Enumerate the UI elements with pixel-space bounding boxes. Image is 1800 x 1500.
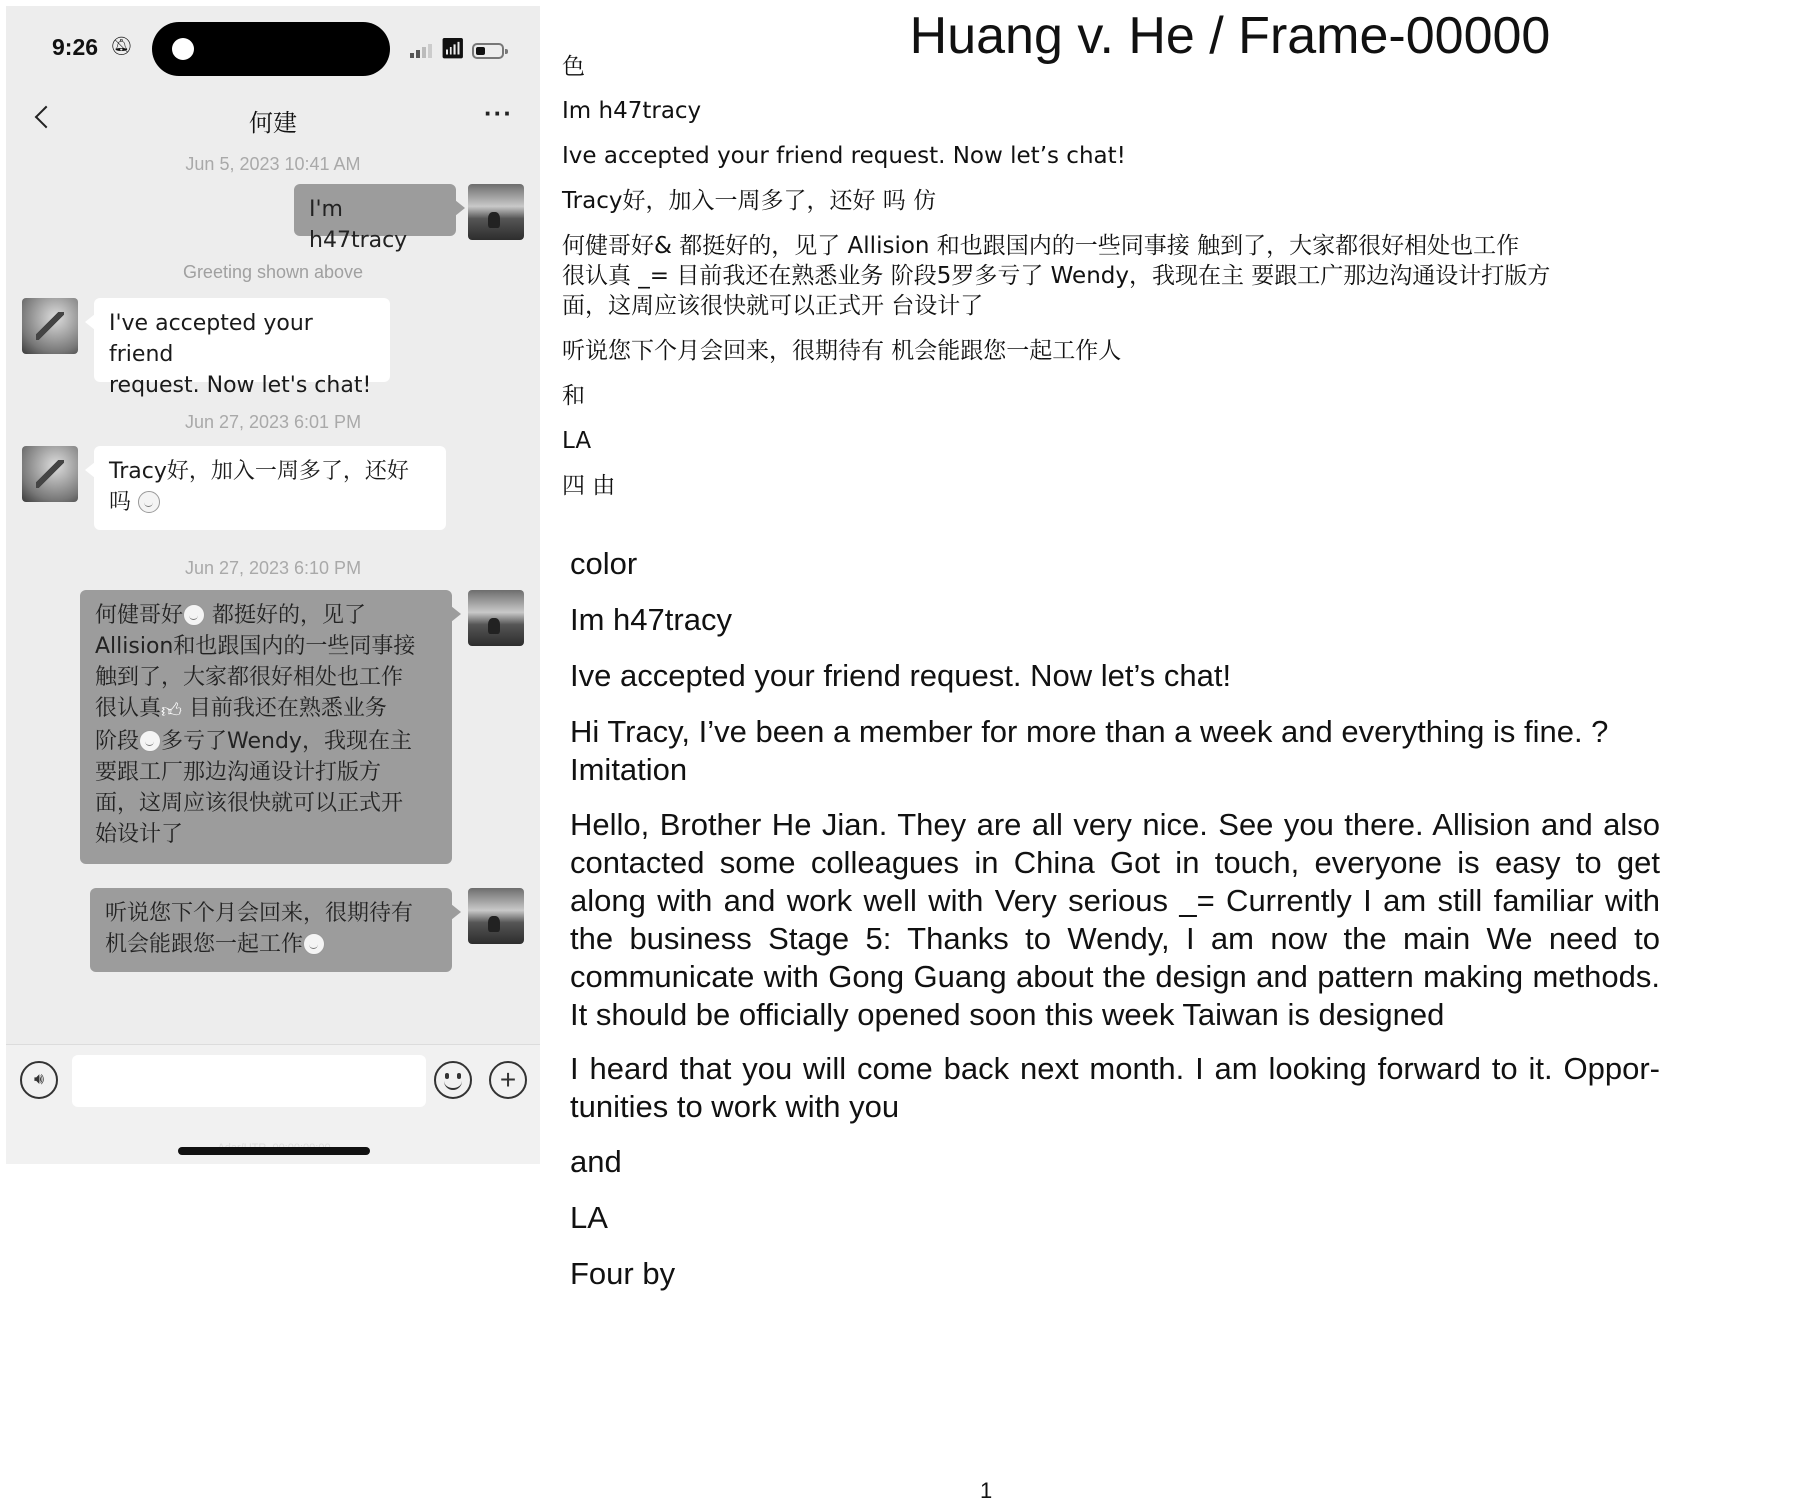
- document-title: Huang v. He / Frame-00000: [909, 7, 1551, 65]
- english-translation: Four by: [570, 1256, 676, 1291]
- status-bar: [6, 6, 540, 90]
- english-translation: and: [570, 1144, 622, 1179]
- chat-timestamp: Jun 27, 2023 6:01 PM: [184, 412, 362, 432]
- grin-emoji-icon: [139, 730, 161, 752]
- outgoing-message[interactable]: 何健哥好 都挺好的，见了 Allision和也跟国内的一些同事接 触到了，大家都很好相处也工作 很认真👍︎ 目前我还在熟悉业务 阶段 多亏了Wendy，我现在主 要跟工厂那边沟通设计打版方 面，这周应该很快就可以正式开 始设计了: [80, 590, 452, 864]
- outgoing-message[interactable]: I'm h47tracy: [294, 184, 456, 236]
- message-input[interactable]: [72, 1055, 426, 1107]
- chinese-ocr-line: Im h47tracy: [562, 98, 702, 124]
- thumbs-up-emoji-icon: 👍︎: [161, 698, 182, 722]
- message-line: I've accepted your friend: [109, 311, 313, 367]
- status-time: 9:26: [52, 34, 99, 60]
- home-indicator[interactable]: [178, 1147, 370, 1155]
- english-translation: color: [570, 546, 638, 581]
- smile-emoji-icon: [138, 491, 160, 513]
- voice-input-icon[interactable]: 🔊︎: [20, 1061, 58, 1099]
- more-options-icon[interactable]: ···: [484, 98, 513, 128]
- message-line: Tracy好，加入一周多了，还好: [109, 459, 409, 484]
- chinese-ocr-line: Ive accepted your friend request. Now let’s chat!: [562, 143, 1126, 169]
- page-number: 1: [980, 1478, 993, 1500]
- chinese-ocr-line: Tracy好，加入一周多了，还好 吗 仿: [562, 188, 937, 214]
- system-notice: Greeting shown above: [182, 262, 364, 282]
- english-translation: Hi Tracy, I’ve been a member for more than a week and everything is fine. ? Imitation: [570, 714, 1609, 787]
- chat-timestamp: Jun 27, 2023 6:10 PM: [184, 558, 362, 578]
- phone-screenshot: [6, 6, 540, 1164]
- message-line: 吗: [109, 490, 132, 515]
- my-avatar[interactable]: [468, 590, 524, 646]
- chinese-ocr-line: 何健哥好& 都挺好的，见了 Allision 和也跟国内的一些同事接 触到了，大家都很好相处也工作: [562, 233, 1520, 259]
- emoji-picker-icon[interactable]: [434, 1061, 472, 1099]
- signal-icon: [410, 42, 436, 58]
- chinese-ocr-line: 很认真 _= 目前我还在熟悉业务 阶段5罗多亏了 Wendy，我现在主 要跟工广那边沟通设计打版方: [562, 263, 1551, 289]
- chinese-ocr-line: 色: [562, 54, 585, 80]
- contact-name: 何建: [249, 109, 297, 137]
- camera-icon: [172, 38, 194, 60]
- smile-emoji-icon: [303, 933, 325, 955]
- my-avatar[interactable]: [468, 184, 524, 240]
- my-avatar[interactable]: [468, 888, 524, 944]
- message-line: request. Now let's chat!: [109, 373, 372, 398]
- incoming-message[interactable]: [94, 446, 446, 530]
- chinese-ocr-line: 四 由: [562, 473, 616, 499]
- contact-avatar[interactable]: [22, 298, 78, 354]
- battery-icon: [472, 43, 504, 59]
- outgoing-message[interactable]: 听说您下个月会回来，很期待有 机会能跟您一起工作: [90, 888, 452, 972]
- chat-nav-bar: [6, 90, 540, 146]
- add-attachment-icon[interactable]: +: [489, 1061, 527, 1099]
- chinese-ocr-line: 面，这周应该很快就可以正式开 台设计了: [562, 293, 984, 319]
- english-translation: Im h47tracy: [570, 602, 732, 637]
- chinese-ocr-line: 听说您下个月会回来，很期待有 机会能跟您一起工作人: [562, 338, 1122, 364]
- wifi-icon: 📶︎: [440, 38, 466, 60]
- chinese-ocr-line: 和: [562, 383, 585, 409]
- english-translation: Hello, Brother He Jian. They are all very nice. See you there. Allision and also contacted some colleagues in China Got in touch, everyone is easy to get along with and work well with Very serious _= Currently I am still familiar with the business Stage 5: Thanks to Wendy, I am now the main We need to communicate with Gong Guang about the design and pattern making methods. It should be officially opened soon this week Taiwan is designed: [570, 807, 1660, 1032]
- dynamic-island: [152, 22, 390, 76]
- chat-input-bar: [6, 1044, 540, 1164]
- contact-avatar[interactable]: [22, 446, 78, 502]
- english-translation: Ive accepted your friend request. Now let’s chat!: [570, 658, 1232, 693]
- bell-off-icon: 🔕︎: [110, 36, 133, 56]
- chat-message-list[interactable]: [6, 146, 540, 1044]
- english-translation: I heard that you will come back next month. I am looking forward to it. Oppor- tunities to work with you: [570, 1051, 1660, 1124]
- chat-timestamp: Jun 5, 2023 10:41 AM: [185, 154, 361, 174]
- incoming-message[interactable]: [94, 298, 390, 398]
- chinese-ocr-line: LA: [562, 428, 592, 454]
- smile-emoji-icon: [183, 604, 205, 626]
- english-translation: LA: [570, 1200, 608, 1235]
